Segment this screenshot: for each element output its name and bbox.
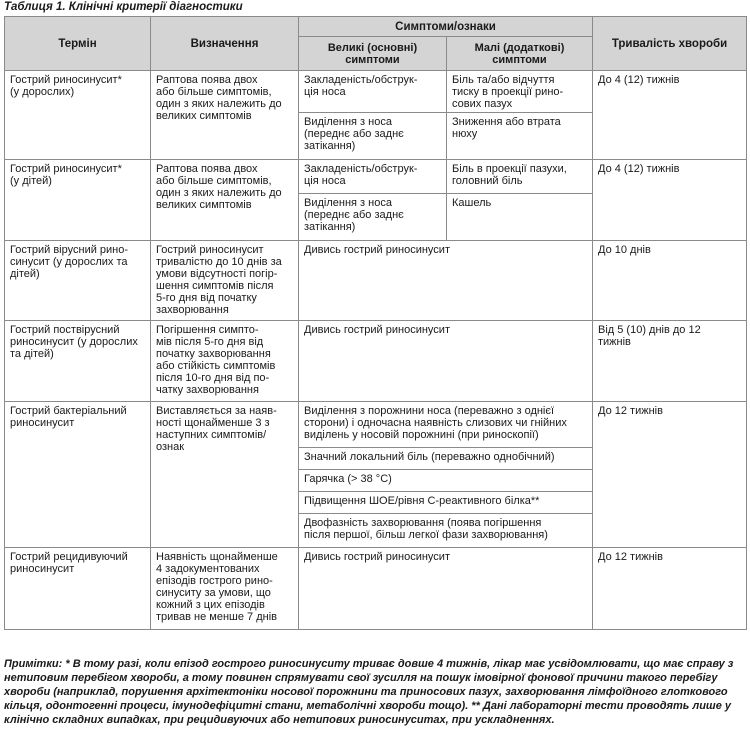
row2-definition: Раптова поява двох або більше симптомів, один з яких належить до великих симптомів xyxy=(151,160,299,241)
row5-duration: До 12 тижнів xyxy=(593,402,747,548)
row5-definition: Виставляється за наяв- ності щонайменше 3 з наступних симптомів/ ознак xyxy=(151,402,299,548)
row4-duration: Від 5 (10) днів до 12 тижнів xyxy=(593,321,747,402)
row6-term: Гострий рецидивуючий риносинусит xyxy=(5,548,151,630)
row5-symptom-1: Виділення з порожнини носа (переважно з однієї сторони) і одночасна наявність слизових чи гнійних виділень у носовій порожнині (при риноскопії) xyxy=(299,402,593,448)
row2-minor-symptom-1: Біль в проекції пазухи, головний біль xyxy=(447,160,593,194)
header-symptoms: Симптоми/ознаки xyxy=(299,17,593,37)
row1-minor-symptom-1: Біль та/або відчуття тиску в проекції рино- сових пазух xyxy=(447,71,593,113)
row4-symptoms: Дивись гострий риносинусит xyxy=(299,321,593,402)
row6-duration: До 12 тижнів xyxy=(593,548,747,630)
header-definition: Визначення xyxy=(151,17,299,71)
row5-symptom-5: Двофазність захворювання (поява погіршення після першої, більш легкої фази захворювання) xyxy=(299,514,593,548)
row3-duration: До 10 днів xyxy=(593,241,747,321)
row2-minor-symptom-2: Кашель xyxy=(447,194,593,241)
row1-duration: До 4 (12) тижнів xyxy=(593,71,747,160)
row5-symptom-3: Гарячка (> 38 °С) xyxy=(299,470,593,492)
header-duration: Тривалість хвороби xyxy=(593,17,747,71)
row5-symptom-2: Значний локальний біль (переважно однобічний) xyxy=(299,448,593,470)
row1-major-symptom-1: Закладеність/обструк- ція носа xyxy=(299,71,447,113)
row5-term: Гострий бактеріальний риносинусит xyxy=(5,402,151,548)
notes-label: Примітки: xyxy=(4,658,63,670)
notes-text: * В тому разі, коли епізод гострого риносинуситу триває довше 4 тижнів, лікар має усвідомлювати, що має справу з нетиповим перебігом хвороби, а тому повинен спрямувати свої зусилля на пошук імовірної фонової причини такого перебігу хвороби (наприклад, порушення архітектоніки носової порожнини та приносових пазух, захворювання лімфоїдного глоткового кільця, одонтогенні процеси, імунодефіцитні стани, метаболічні хвороби тощо). ** Дані лабораторні тести проводять лише у клінічно складних випадках, при рецидивуючих або нетипових риносинуситах, при ускладненнях. xyxy=(4,658,734,726)
row1-term: Гострий риносинусит* (у дорослих) xyxy=(5,71,151,160)
table-caption: Таблиця 1. Клінічні критерії діагностики xyxy=(4,1,243,13)
row2-term: Гострий риносинусит* (у дітей) xyxy=(5,160,151,241)
row4-term: Гострий поствірусний риносинусит (у дорослих та дітей) xyxy=(5,321,151,402)
row6-definition: Наявність щонайменше 4 задокументованих епізодів гострого рино- синуситу за умови, що кожний з цих епізодів тривав не менше 7 днів xyxy=(151,548,299,630)
header-major-symptoms: Великі (основні) симптоми xyxy=(299,37,447,71)
row1-major-symptom-2: Виділення з носа (переднє або заднє затікання) xyxy=(299,113,447,160)
row2-duration: До 4 (12) тижнів xyxy=(593,160,747,241)
row2-major-symptom-1: Закладеність/обструк- ція носа xyxy=(299,160,447,194)
row1-minor-symptom-2: Зниження або втрата нюху xyxy=(447,113,593,160)
header-minor-symptoms: Малі (додаткові) симптоми xyxy=(447,37,593,71)
row4-definition: Погіршення симпто- мів після 5-го дня від початку захворювання або стійкість симптомів після 10-го дня від по- чатку захворювання xyxy=(151,321,299,402)
row3-term: Гострий вірусний рино- синусит (у дорослих та дітей) xyxy=(5,241,151,321)
row2-major-symptom-2: Виділення з носа (переднє або заднє затікання) xyxy=(299,194,447,241)
row3-symptoms: Дивись гострий риносинусит xyxy=(299,241,593,321)
table-notes xyxy=(4,657,746,727)
row3-definition: Гострий риносинусит тривалістю до 10 днів за умови відсутності погір- шення симптомів після 5-го дня від початку захворювання xyxy=(151,241,299,321)
row5-symptom-4: Підвищення ШОЕ/рівня С-реактивного білка** xyxy=(299,492,593,514)
criteria-table xyxy=(4,16,747,630)
header-term: Термін xyxy=(5,17,151,71)
row6-symptoms: Дивись гострий риносинусит xyxy=(299,548,593,630)
row1-definition: Раптова поява двох або більше симптомів, один з яких належить до великих симптомів xyxy=(151,71,299,160)
